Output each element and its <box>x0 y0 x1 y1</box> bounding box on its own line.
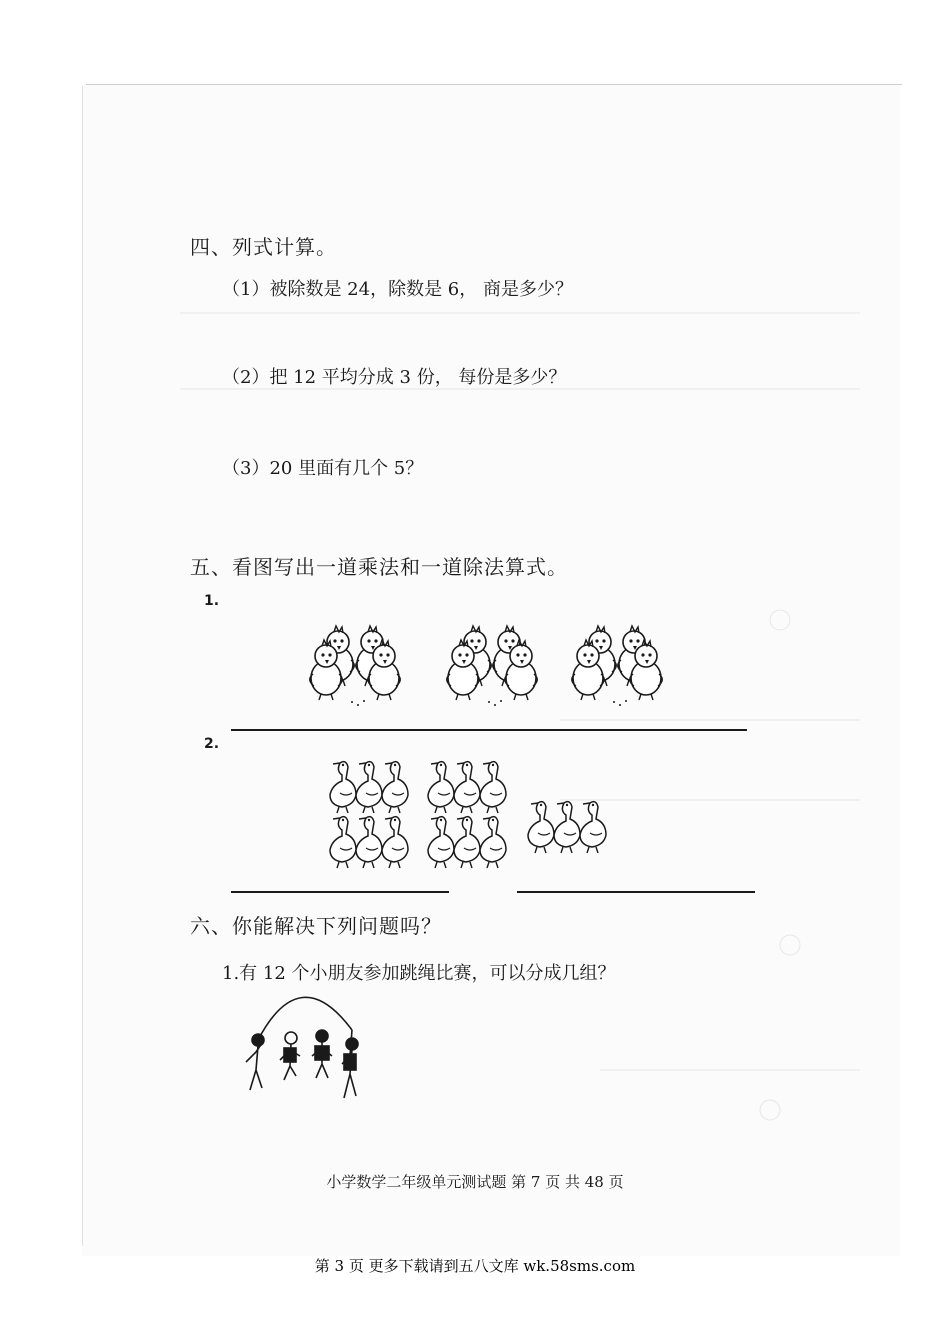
figure-1-number: 1. <box>204 593 220 609</box>
question-4-1: （1）被除数是 24，除数是 6， 商是多少？ <box>222 279 573 300</box>
question-4-3: （3）20 里面有几个 5？ <box>222 458 424 479</box>
section-5-heading: 五、看图写出一道乘法和一道除法算式。 <box>190 555 568 579</box>
section-6-heading: 六、你能解决下列问题吗？ <box>190 914 442 938</box>
section-4-heading: 四、列式计算。 <box>190 235 337 259</box>
question-4-2: （2）把 12 平均分成 3 份， 每份是多少？ <box>222 367 567 388</box>
figure-2-number: 2. <box>204 736 220 752</box>
site-footer: 第 3 页 更多下载请到五八文库 wk.58sms.com <box>314 1257 636 1275</box>
question-6-1: 1.有 12 个小朋友参加跳绳比赛，可以分成几组？ <box>222 963 616 984</box>
page-footer: 小学数学二年级单元测试题 第 7 页 共 48 页 <box>326 1173 624 1191</box>
